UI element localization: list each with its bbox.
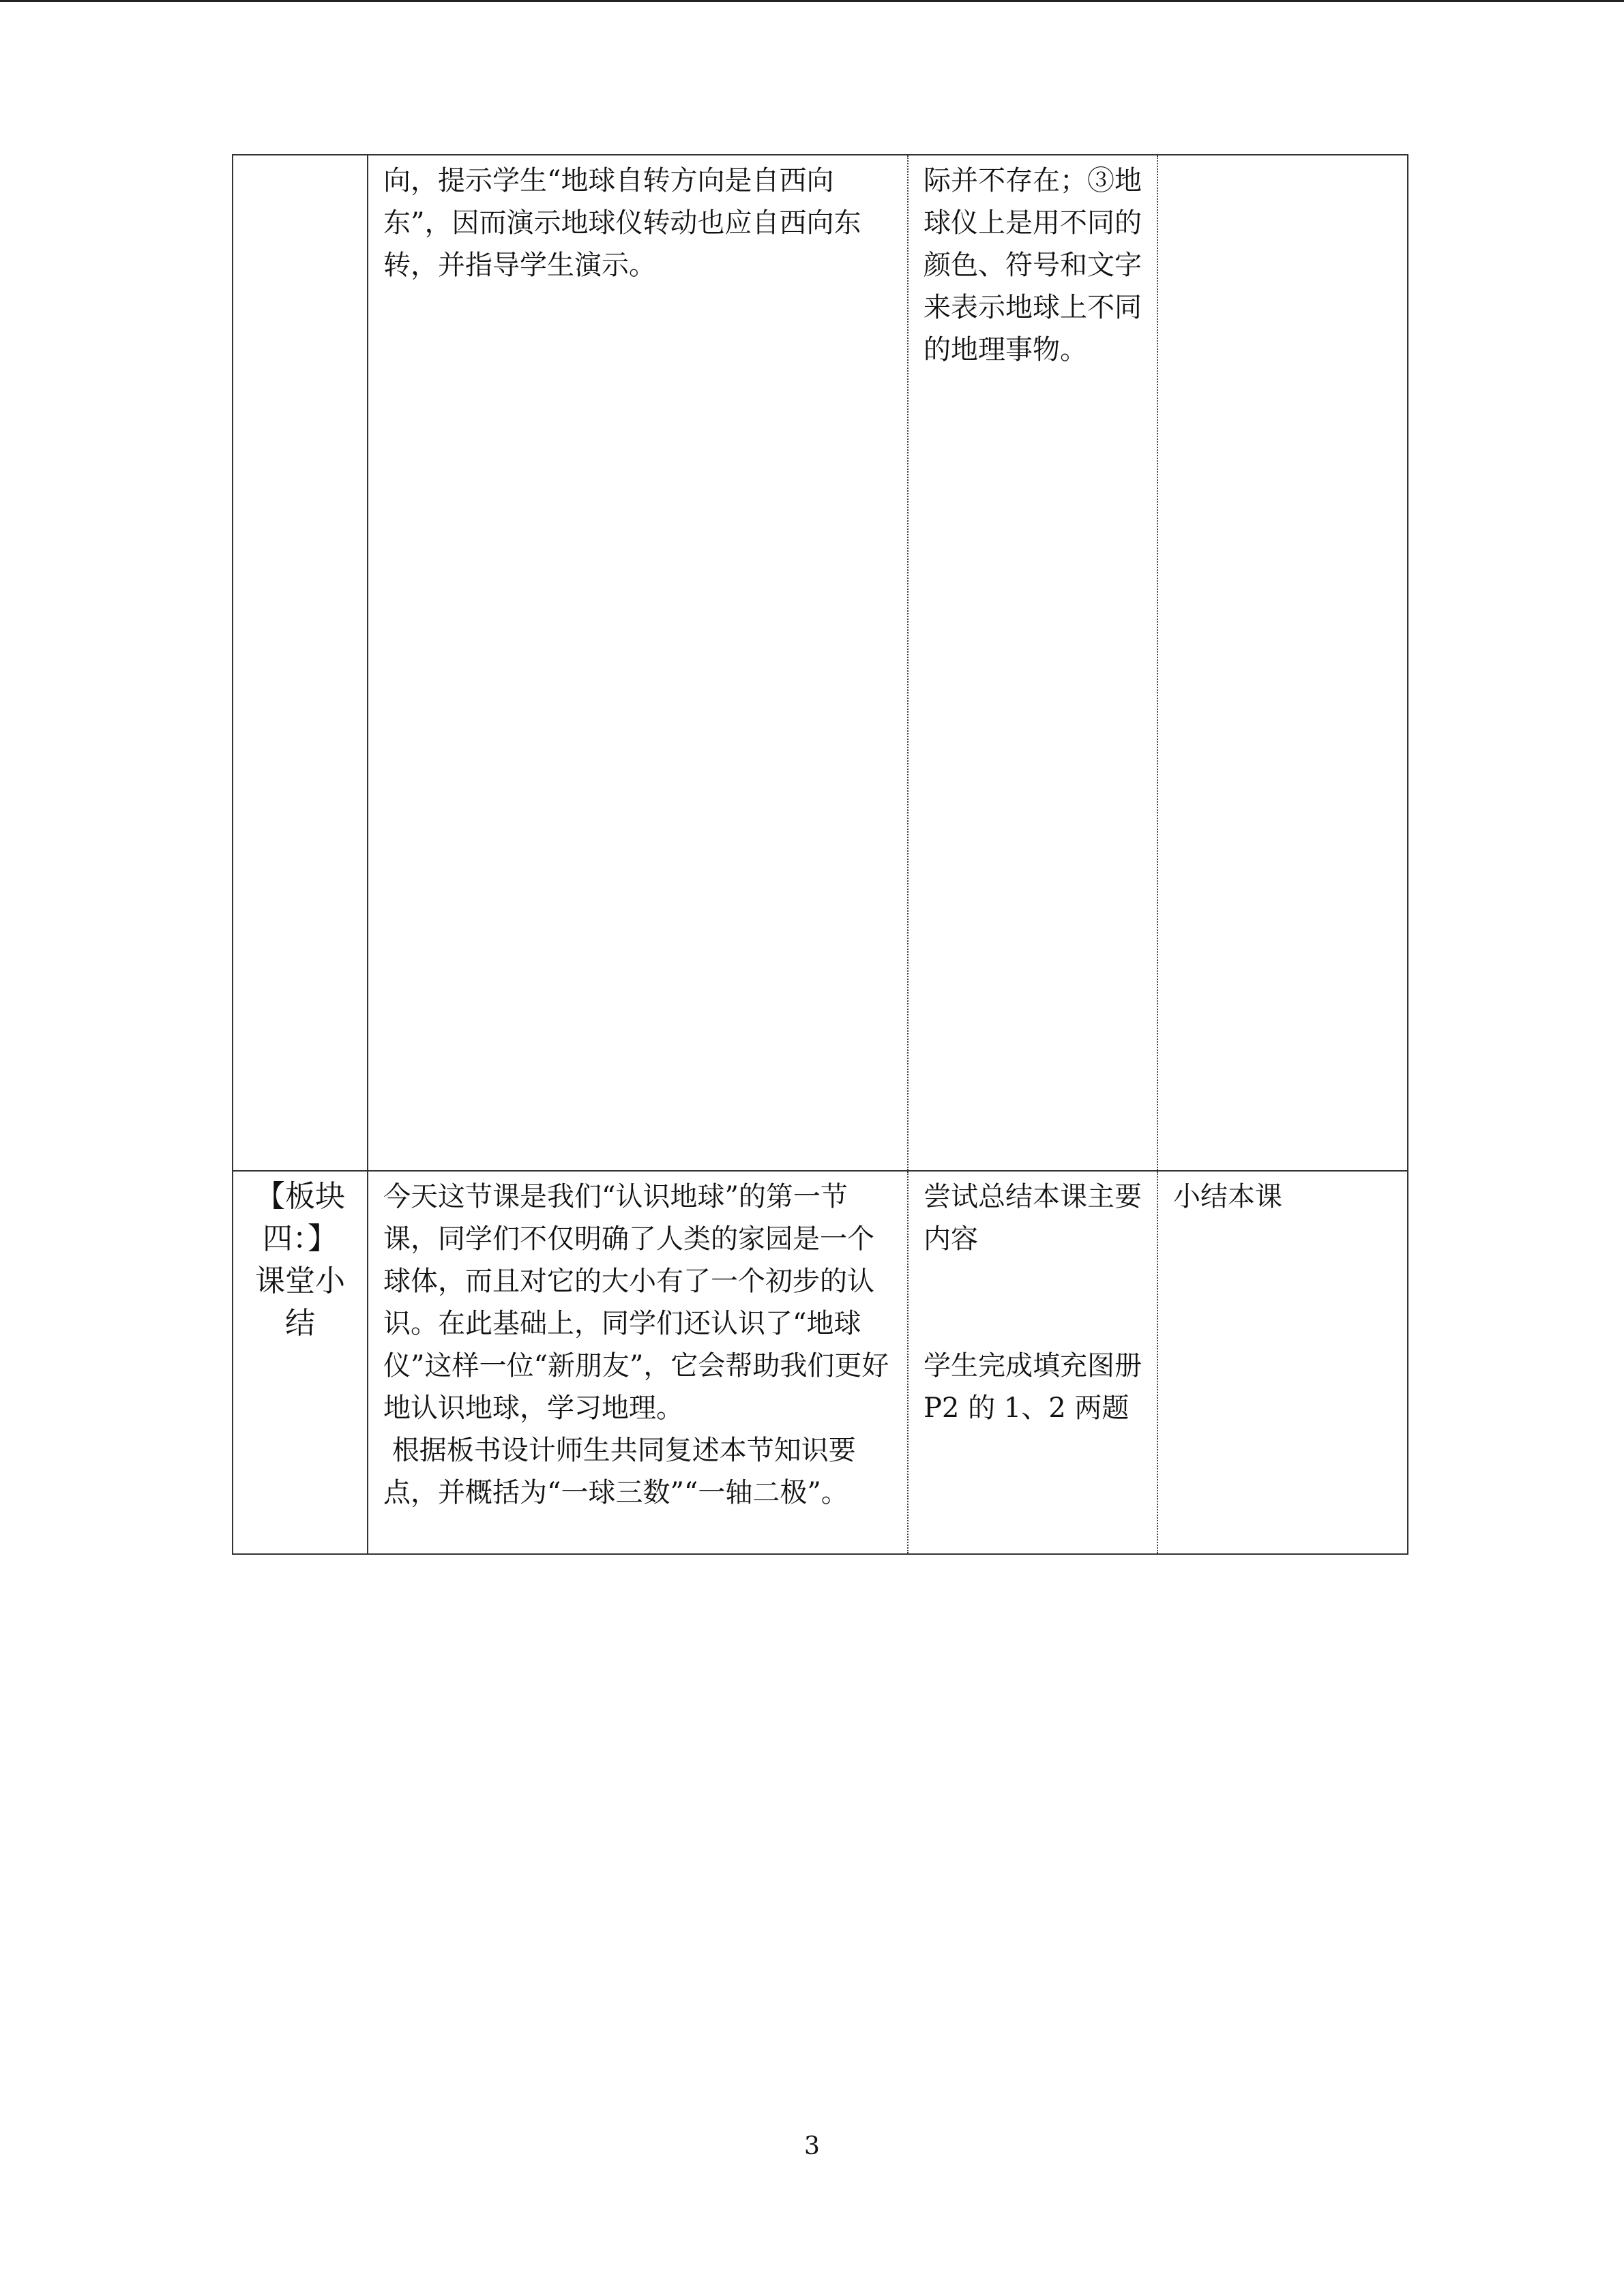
student-activity-paragraph: 尝试总结本课主要内容 (924, 1181, 1142, 1255)
student-activity-text: 际并不存在；③地球仪上是用不同的颜色、符号和文字来表示地球上不同的地理事物。 (924, 165, 1142, 366)
student-activity-paragraph: 学生完成填充图册 P2 的 1、2 两题 (924, 1350, 1142, 1424)
section-label-line: 【板块 (255, 1179, 345, 1214)
section-label-line: 四：】 (263, 1221, 338, 1256)
section-label-line: 结 (285, 1306, 315, 1341)
page-number: 3 (804, 2132, 820, 2160)
section-label-cell (233, 1171, 368, 1554)
design-intent-cell (1157, 155, 1408, 1171)
design-intent-text: 小结本课 (1173, 1181, 1282, 1212)
table-row (233, 155, 1408, 1171)
student-activity-cell (908, 155, 1157, 1171)
lesson-plan-table (232, 154, 1408, 1555)
teacher-activity-cell (368, 155, 908, 1171)
table-row (233, 1171, 1408, 1554)
teacher-activity-cell (368, 1171, 908, 1554)
teacher-activity-paragraph: 今天这节课是我们“认识地球”的第一节课，同学们不仅明确了人类的家园是一个球体，而且对它的大小有了一个初步的认识。在此基础上，同学们还认识了“地球仪”这样一位“新朋友”，它会帮助我们更好地认识地球，学习地理。 (383, 1181, 889, 1424)
teacher-activity-text: 向，提示学生“地球自转方向是自西向东”，因而演示地球仪转动也应自西向东转，并指导学生演示。 (383, 165, 861, 281)
section-label-cell (233, 155, 368, 1171)
teacher-activity-paragraph: 根据板书设计师生共同复述本节知识要点，并概括为“一球三数”“一轴二极”。 (383, 1435, 856, 1508)
student-activity-cell (908, 1171, 1157, 1554)
section-label-line: 课堂小 (255, 1264, 345, 1298)
page-top-border (0, 0, 1624, 2)
design-intent-cell (1157, 1171, 1408, 1554)
